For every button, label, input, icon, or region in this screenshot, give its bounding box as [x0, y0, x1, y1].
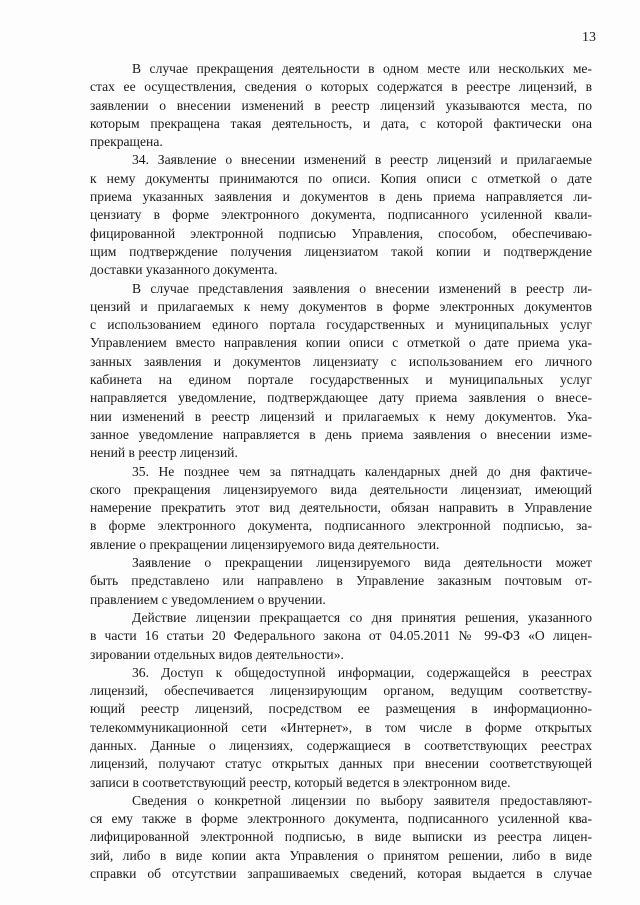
text-line: 36. Доступ к общедоступной информации, содержащейся в реестрах — [132, 664, 592, 680]
text-line: 35. Не позднее чем за пятнадцать календарных дней до дня фактиче- — [132, 463, 592, 479]
text-line: В случае представления заявления о внесении изменений в реестр ли- — [132, 280, 592, 296]
text-line: фицированной электронной подписью Управления, способом, обеспечиваю- — [90, 225, 592, 241]
text-line: приема указанных заявления и документов в день приема направляется ли- — [90, 189, 592, 205]
text-line: стах ее осуществления, сведения о которых содержатся в реестре лицензий, в — [90, 79, 592, 95]
text-line: нений в реестр лицензий. — [90, 445, 238, 461]
text-line: Управлением вместо направления копии описи с отметкой о дате приема ука- — [90, 335, 592, 351]
text-line: с использованием единого портала государственных и муниципальных услуг — [90, 317, 592, 333]
text-line: быть представлено или направлено в Управление заказным почтовым от- — [90, 573, 592, 589]
text-line: прекращена. — [90, 134, 163, 150]
text-line: кабинета на едином портале государственных и муниципальных услуг — [90, 372, 592, 388]
text-line: щим подтверждение получения лицензиатом такой копии и подтверждение — [90, 243, 592, 259]
text-line: заявлении о внесении изменений в реестр лицензий указываются места, по — [90, 97, 592, 113]
text-line: данных. Данные о лицензиях, содержащиеся в соответствующих реестрах — [90, 737, 592, 753]
text-line: ющий реестр лицензий, посредством ее размещения в информационно- — [90, 701, 592, 717]
text-line: явление о прекращении лицензируемого вида деятельности. — [90, 536, 440, 552]
text-line: доставки указанного документа. — [90, 262, 278, 278]
text-line: 34. Заявление о внесении изменений в реестр лицензий и прилагаемые — [132, 152, 592, 168]
text-line: в части 16 статьи 20 Федерального закона от 04.05.2011 № 99-ФЗ «О лицен- — [90, 628, 592, 644]
text-line: которым прекращена такая деятельность, и дата, с которой фактически она — [90, 115, 592, 131]
text-line: В случае прекращения деятельности в одном месте или нескольких ме- — [132, 61, 592, 76]
text-line: направляется уведомление, подтверждающее дату приема заявления о внесе- — [90, 390, 592, 406]
text-line: лицензий, получают статус открытых данных при внесении соответствующей — [90, 756, 592, 772]
page-number: 13 — [582, 30, 596, 45]
text-line: телекоммуникационной сети «Интернет», в том числе в форме открытых — [90, 719, 592, 735]
text-line: правлением с уведомлением о вручении. — [90, 591, 326, 607]
text-line: записи в соответствующий реестр, который ведется в электронном виде. — [90, 774, 511, 790]
text-line: занное уведомление направляется в день приема заявления о внесении изме- — [90, 426, 592, 442]
text-line: ся ему также в форме электронного документа, подписанного усиленной ква- — [90, 811, 592, 827]
text-line: лифицированной электронной подписью, в виде выписки из реестра лицен- — [90, 829, 592, 845]
body-text — [90, 60, 592, 883]
text-line: ского прекращения лицензируемого вида деятельности лицензиат, имеющий — [90, 481, 592, 497]
text-line: зировании отдельных видов деятельности». — [90, 646, 344, 662]
text-line: намерение прекратить этот вид деятельности, обязан направить в Управление — [90, 500, 592, 516]
text-line: в форме электронного документа, подписанного электронной подписью, за- — [90, 518, 592, 534]
text-line: Заявление о прекращении лицензируемого вида деятельности может — [132, 555, 592, 571]
text-line: зий, либо в виде копии акта Управления о принятом решении, либо в виде — [90, 847, 592, 863]
text-line: справки об отсутствии запрашиваемых сведений, которая выдается в случае — [90, 866, 592, 882]
text-line: цензиату в форме электронного документа, подписанного усиленной квали- — [90, 207, 592, 223]
text-line: цензий и прилагаемых к нему документов в форме электронных документов — [90, 298, 592, 314]
text-line: лицензий, обеспечивается лицензирующим органом, ведущим соответству- — [90, 683, 592, 699]
text-line: Сведения о конкретной лицензии по выбору заявителя предоставляют- — [132, 792, 592, 808]
text-line: Действие лицензии прекращается со дня принятия решения, указанного — [132, 609, 592, 625]
text-line: к нему документы принимаются по описи. Копия описи с отметкой о дате — [90, 170, 592, 186]
text-line: нии изменений в реестр лицензий и прилагаемых к нему документов. Ука- — [90, 408, 592, 424]
text-line: занных заявления и документов лицензиату с использованием его личного — [90, 353, 592, 369]
